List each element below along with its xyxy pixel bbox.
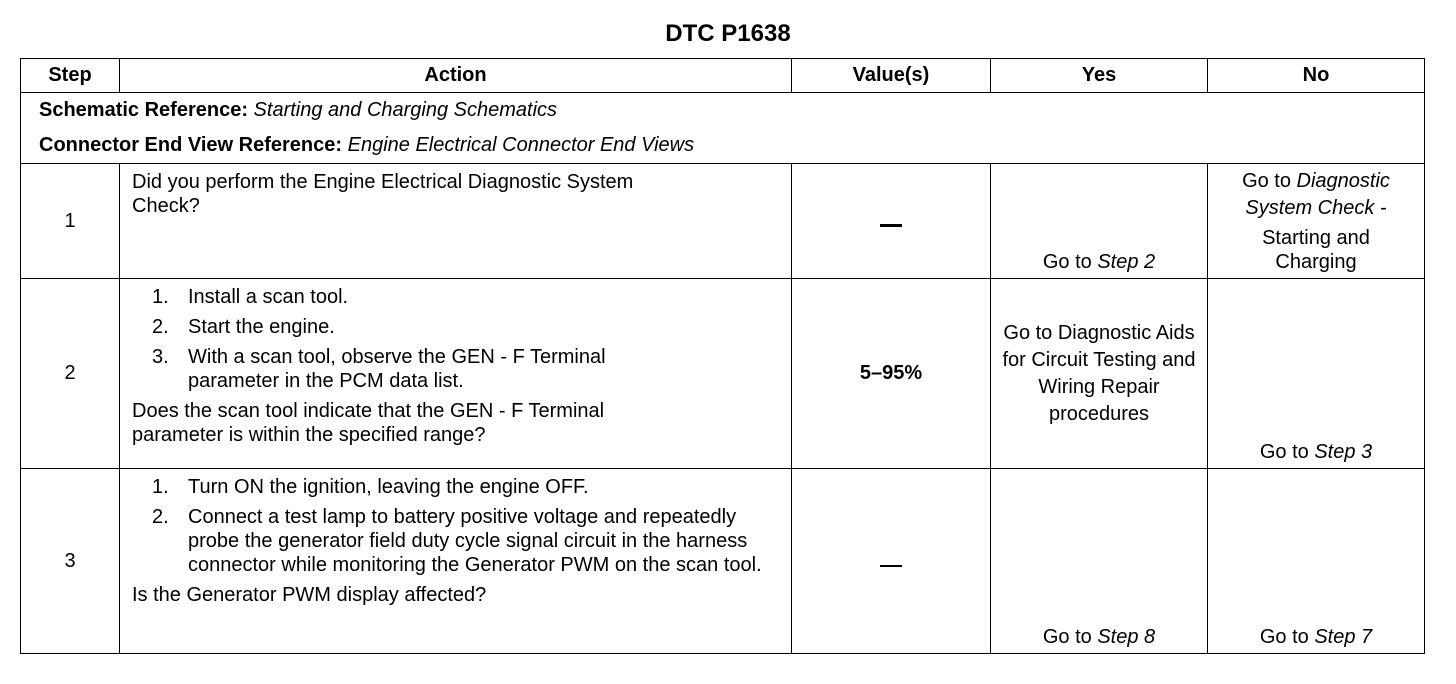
value-dash [880,565,902,567]
yes-step-link[interactable]: Step 2 [1097,251,1156,273]
list-item-text: Connect a test lamp to battery positive voltage and repeatedly probe the generator field duty cycle signal circuit in the harness connector while monitoring the Generator PWM on the scan tool. [188,506,762,576]
yes-cell [991,279,1208,469]
action-list [132,285,781,393]
step-number: 3 [21,469,120,654]
list-item [152,505,781,577]
value-cell [792,164,991,279]
yes-cell [991,164,1208,279]
connector-reference-row [21,128,1425,164]
list-item [152,475,781,499]
action-cell [120,164,792,279]
header-action: Action [120,59,792,93]
action-question: Did you perform the Engine Electrical Diagnostic System Check? [132,171,634,217]
header-values: Value(s) [792,59,991,93]
no-step-link[interactable]: Step 3 [1314,441,1373,463]
value-dash [880,224,902,227]
list-item-number: 3. [152,346,169,368]
list-item-text: Turn ON the ignition, leaving the engine OFF. [188,476,589,498]
value-cell [792,469,991,654]
header-yes: Yes [991,59,1208,93]
action-cell [120,469,792,654]
no-suffix: Starting and Charging [1262,227,1370,273]
list-item-number: 1. [152,476,169,498]
table-row [21,279,1425,469]
list-item [152,285,781,309]
list-item-number: 2. [152,506,169,528]
no-cell [1208,164,1425,279]
page-title: DTC P1638 [665,20,791,47]
table-row [21,469,1425,654]
table-row [21,164,1425,279]
no-prefix: Go to [1259,626,1309,648]
schematic-reference-label: Schematic Reference: [39,99,248,121]
value-cell: 5–95% [792,279,991,469]
action-question: Does the scan tool indicate that the GEN - F Terminal parameter is within the specified range? [132,400,605,446]
no-prefix: Go to [1259,441,1309,463]
no-cell [1208,279,1425,469]
no-cell [1208,469,1425,654]
header-step: Step [21,59,120,93]
dtc-table [20,58,1425,654]
list-item [152,315,781,339]
connector-reference-value: Engine Electrical Connector End Views [347,134,695,156]
action-question: Is the Generator PWM display affected? [132,584,487,606]
list-item-text: Install a scan tool. [188,286,349,308]
action-list [132,475,781,577]
connector-reference-label: Connector End View Reference: [39,134,343,156]
schematic-reference-value: Starting and Charging Schematics [253,99,558,121]
yes-prefix: Go to [1042,626,1092,648]
list-item-number: 1. [152,286,169,308]
list-item-text: Start the engine. [188,316,335,338]
schematic-reference-row [21,93,1425,129]
no-prefix: Go to [1242,170,1291,192]
step-number: 1 [21,164,120,279]
action-cell [120,279,792,469]
header-row [21,59,1425,93]
list-item-text: With a scan tool, observe the GEN - F Terminal parameter in the PCM data list. [188,346,606,392]
yes-prefix: Go to [1042,251,1092,273]
yes-reference-link[interactable]: Go to Diagnostic Aids for Circuit Testing and Wiring Repair procedures [1002,321,1196,425]
list-item [152,345,781,393]
no-step-link[interactable]: Step 7 [1314,626,1373,648]
step-number: 2 [21,279,120,469]
list-item-number: 2. [152,316,169,338]
yes-cell [991,469,1208,654]
yes-step-link[interactable]: Step 8 [1097,626,1156,648]
no-reference-link[interactable]: Diagnostic System Check - [1245,170,1390,219]
header-no: No [1208,59,1425,93]
